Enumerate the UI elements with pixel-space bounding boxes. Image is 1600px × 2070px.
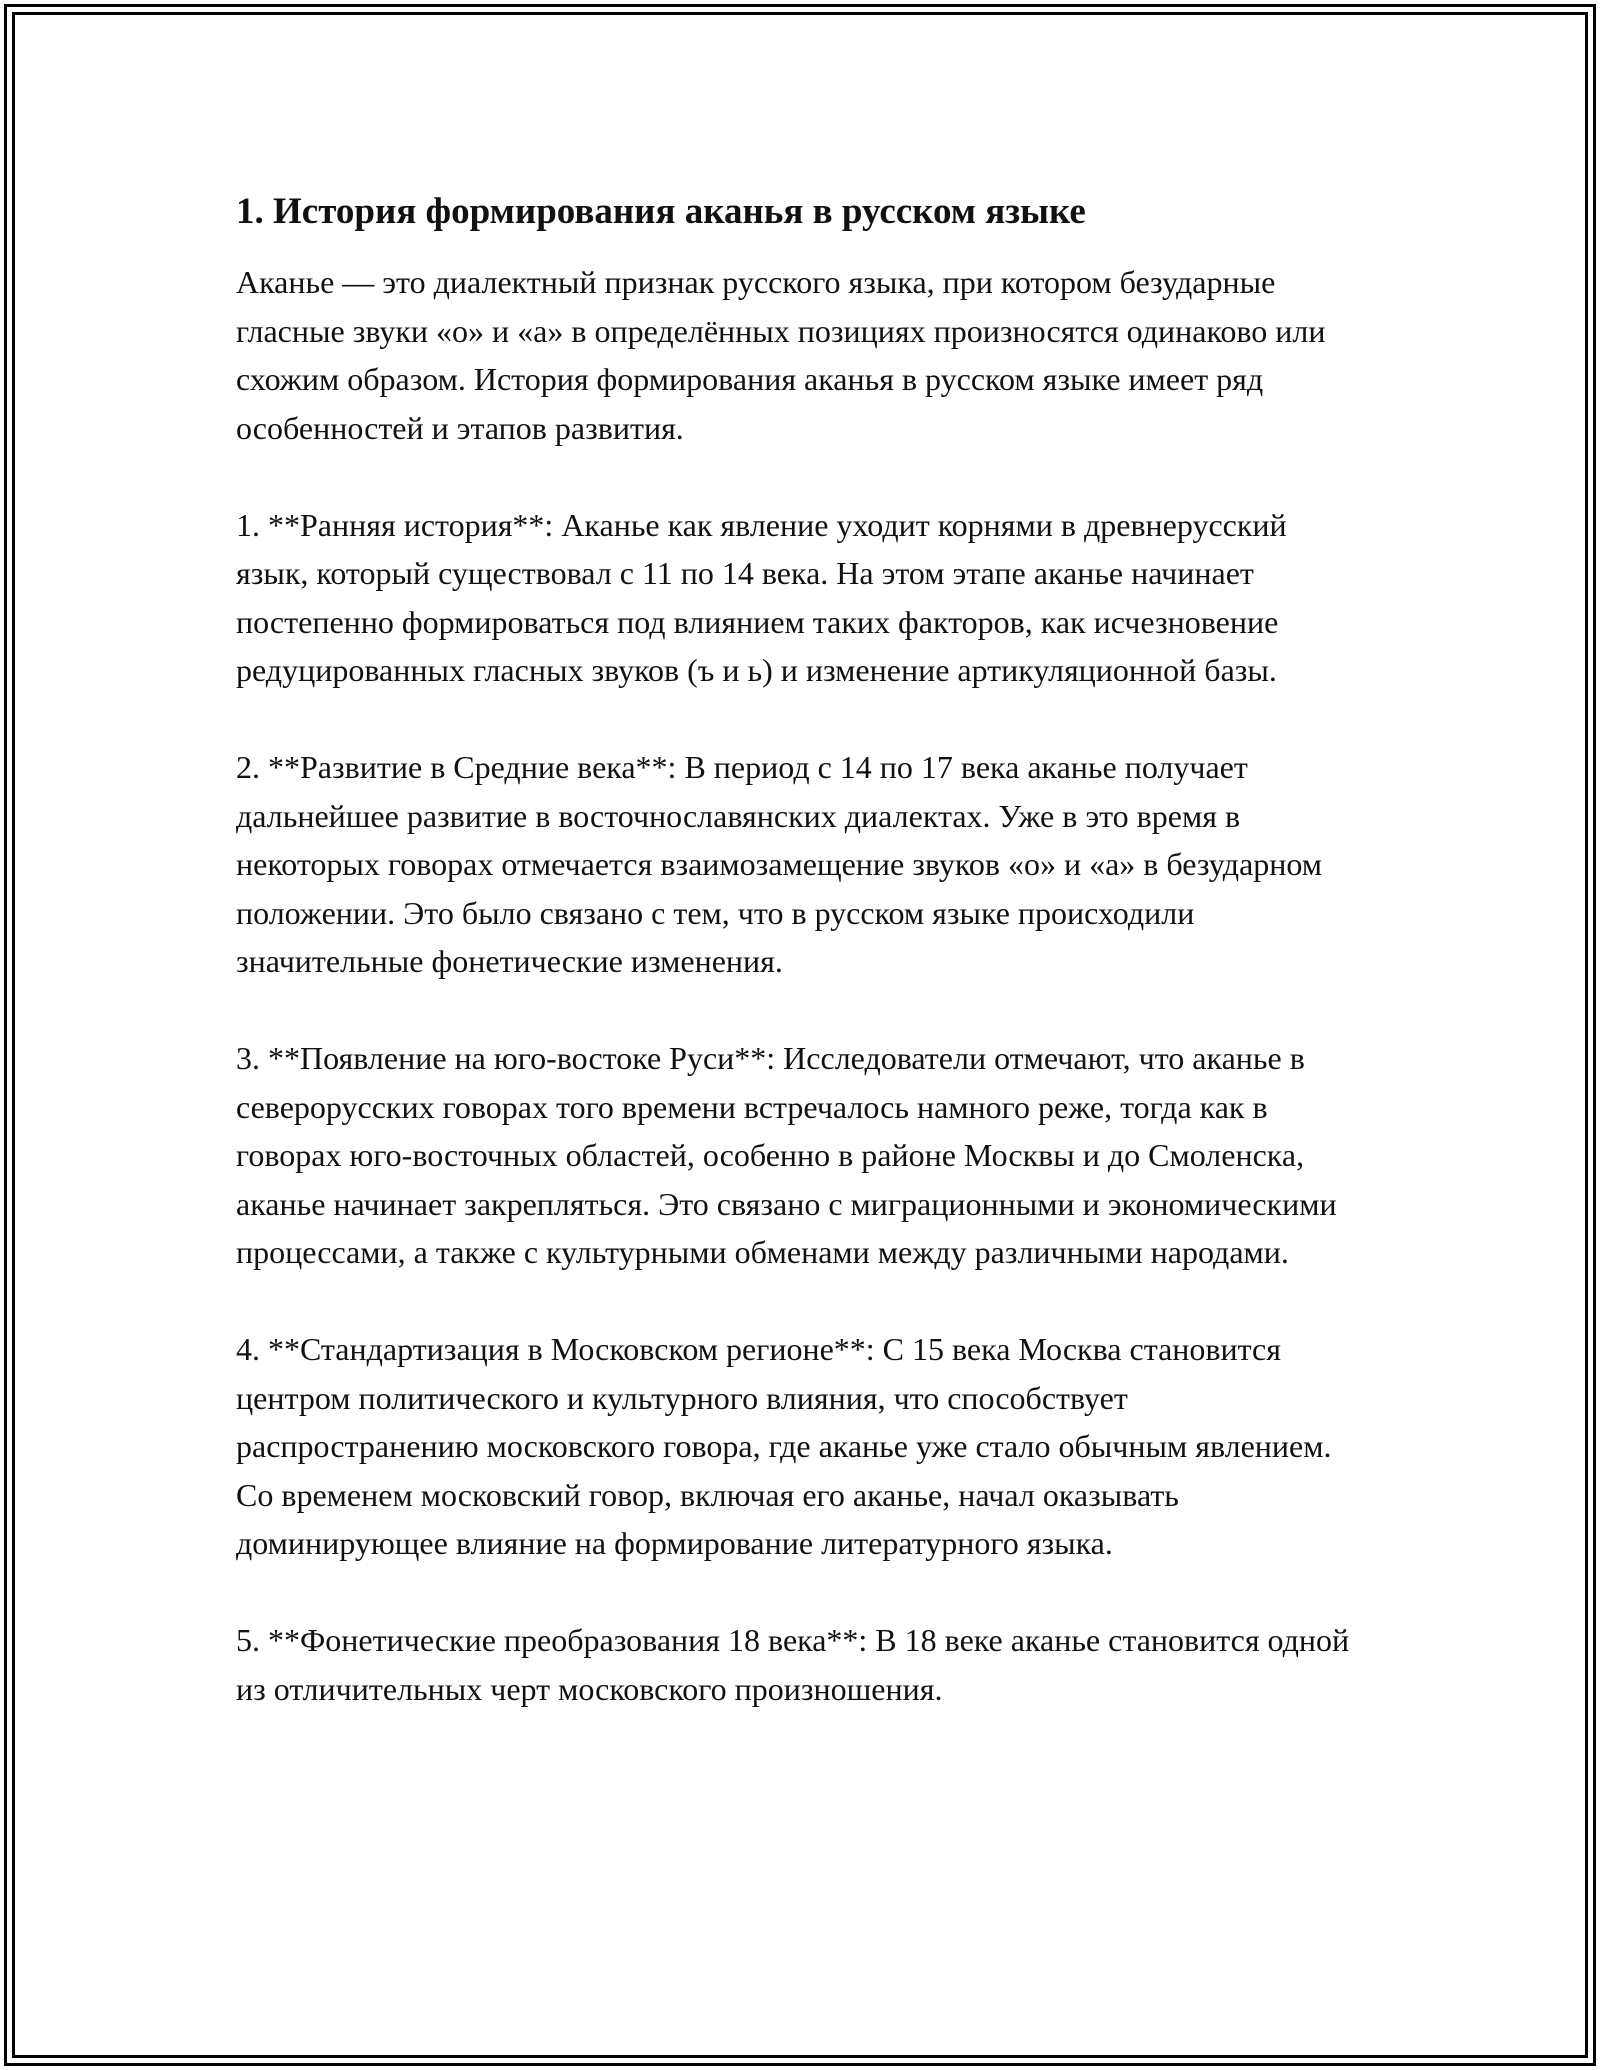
paragraph-south-east-rus: 3. **Появление на юго-востоке Руси**: Исследователи отмечают, что аканье в северорусских говорах того времени встречалось намного реже, тогда как в говорах юго-восточных областей, особенно в районе Москвы и до Смоленска, аканье начинает закрепляться. Это связано с миграционными и экономическими процессами, а также с культурными обменами между различными народами.	[236, 1040, 1337, 1270]
paragraph-18th-century: 5. **Фонетические преобразования 18 века**: В 18 веке аканье становится одной из отличительных черт московского произношения.	[236, 1622, 1350, 1707]
paragraph-middle-ages: 2. **Развитие в Средние века**: В период с 14 по 17 века аканье получает дальнейшее развитие в восточнославянских диалектах. Уже в это время в некоторых говорах отмечается взаимозамещение звуков «о» и «а» в безударном положении. Это было связано с тем, что в русском языке происходили значительные фонетические изменения.	[236, 749, 1323, 979]
intro-paragraph: Аканье — это диалектный признак русского языка, при котором безударные гласные звуки «о» и «а» в определённых позициях произносятся одинаково или схожим образом. История формирования аканья в русском языке имеет ряд особенностей и этапов развития.	[236, 264, 1326, 446]
document-body	[236, 188, 1366, 1762]
document-title: 1. История формирования аканья в русском языке	[236, 191, 1086, 232]
paragraph-moscow-standardization: 4. **Стандартизация в Московском регионе**: С 15 века Москва становится центром политического и культурного влияния, что способствует распространению московского говора, где аканье уже стало обычным явлением. Со временем московский говор, включая его аканье, начал оказывать доминирующее влияние на формирование литературного языка.	[236, 1331, 1332, 1561]
paragraph-early-history: 1. **Ранняя история**: Аканье как явление уходит корнями в древнерусский язык, который существовал с 11 по 14 века. На этом этапе аканье начинает постепенно формироваться под влиянием таких факторов, как исчезновение редуцированных гласных звуков (ъ и ь) и изменение артикуляционной базы.	[236, 506, 1287, 688]
